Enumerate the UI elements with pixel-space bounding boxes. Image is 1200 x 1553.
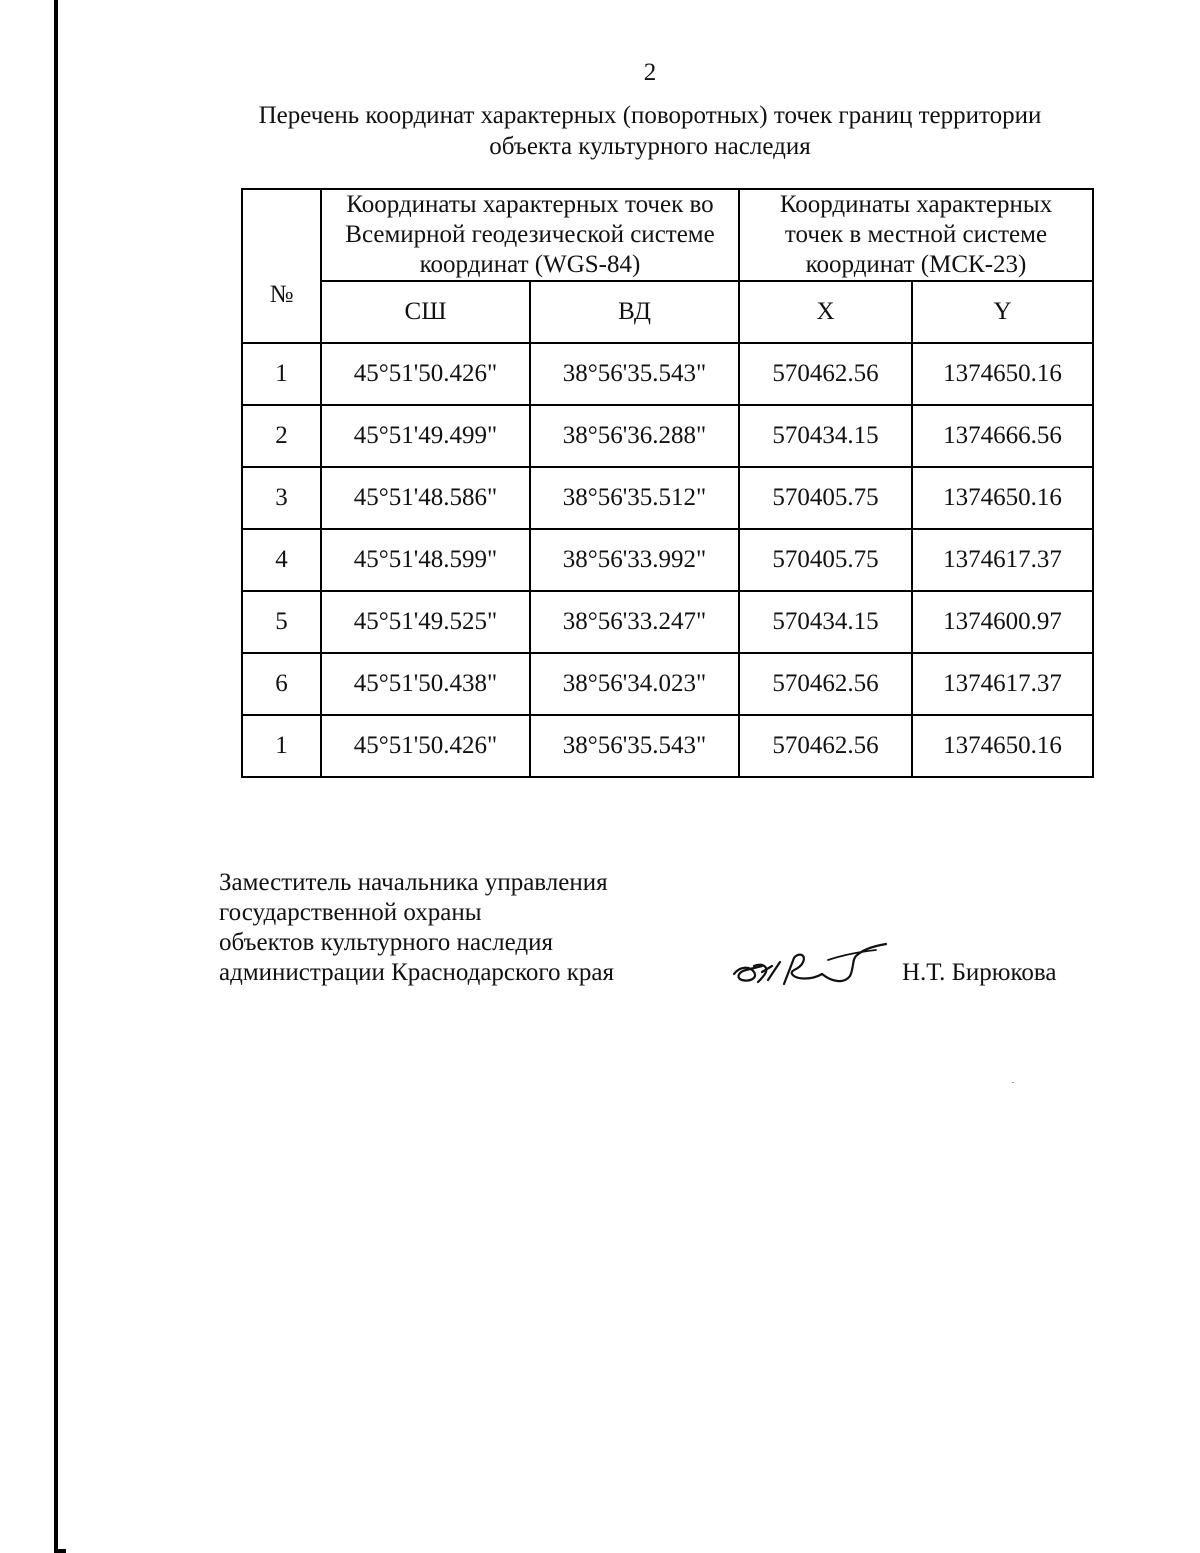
signatory-name: Н.Т. Бирюкова [902, 959, 1057, 986]
cell-y: 1374617.37 [912, 529, 1093, 591]
cell-x: 570405.75 [739, 529, 912, 591]
cell-longitude: 38°56'33.992" [530, 529, 739, 591]
table-row [242, 529, 1093, 591]
cell-number: 4 [242, 529, 321, 591]
cell-longitude: 38°56'35.543" [530, 343, 739, 405]
cell-longitude: 38°56'33.247" [530, 591, 739, 653]
scan-edge-line [54, 0, 58, 1553]
cell-y: 1374650.16 [912, 343, 1093, 405]
cell-latitude: 45°51'50.426" [321, 715, 530, 777]
table-row [242, 591, 1093, 653]
cell-number: 1 [242, 343, 321, 405]
cell-number: 2 [242, 405, 321, 467]
header-msk23-line: Координаты характерных [779, 191, 1053, 218]
cell-x: 570462.56 [739, 653, 912, 715]
header-msk23-line: точек в местной системе [784, 221, 1048, 248]
document-title-line-2: объекта культурного наследия [489, 133, 811, 160]
header-latitude: СШ [321, 281, 530, 343]
header-wgs84-line: координат (WGS-84) [419, 251, 641, 278]
table-row [242, 715, 1093, 777]
cell-number: 6 [242, 653, 321, 715]
table-header-group-row [242, 189, 1093, 281]
coordinates-table [241, 188, 1094, 778]
page-number: 2 [643, 59, 657, 86]
cell-latitude: 45°51'49.525" [321, 591, 530, 653]
cell-x: 570434.15 [739, 405, 912, 467]
cell-longitude: 38°56'36.288" [530, 405, 739, 467]
cell-number: 5 [242, 591, 321, 653]
cell-y: 1374650.16 [912, 715, 1093, 777]
cell-y: 1374666.56 [912, 405, 1093, 467]
signatory-position-line: государственной охраны [219, 899, 482, 926]
cell-y: 1374650.16 [912, 467, 1093, 529]
cell-number: 3 [242, 467, 321, 529]
cell-x: 570462.56 [739, 343, 912, 405]
signatory-position [219, 868, 614, 988]
cell-longitude: 38°56'35.512" [530, 467, 739, 529]
table-row [242, 343, 1093, 405]
table-row [242, 653, 1093, 715]
cell-x: 570462.56 [739, 715, 912, 777]
cell-latitude: 45°51'49.499" [321, 405, 530, 467]
document-title-line-1: Перечень координат характерных (поворотных) точек границ территории [258, 102, 1042, 129]
cell-y: 1374617.37 [912, 653, 1093, 715]
cell-longitude: 38°56'34.023" [530, 653, 739, 715]
cell-latitude: 45°51'50.426" [321, 343, 530, 405]
cell-x: 570405.75 [739, 467, 912, 529]
header-msk23-group [739, 189, 1093, 281]
cell-x: 570434.15 [739, 591, 912, 653]
table-row [242, 467, 1093, 529]
signatory-position-line: объектов культурного наследия [219, 929, 553, 956]
header-number: № [242, 189, 321, 343]
cell-longitude: 38°56'35.543" [530, 715, 739, 777]
table-subheader-row [242, 281, 1093, 343]
document-title [200, 100, 1100, 162]
header-y: Y [912, 281, 1093, 343]
header-wgs84-group [321, 189, 739, 281]
cell-latitude: 45°51'48.586" [321, 467, 530, 529]
header-wgs84-line: Всемирной геодезической системе [345, 221, 715, 248]
cell-latitude: 45°51'50.438" [321, 653, 530, 715]
header-msk23-line: координат (МСК-23) [805, 251, 1027, 278]
header-x: X [739, 281, 912, 343]
cell-latitude: 45°51'48.599" [321, 529, 530, 591]
cell-number: 1 [242, 715, 321, 777]
handwritten-signature [728, 936, 888, 992]
table-row [242, 405, 1093, 467]
header-wgs84-line: Координаты характерных точек во [346, 191, 714, 218]
scan-edge-foot [54, 1549, 66, 1553]
signatory-position-line: администрации Краснодарского края [219, 959, 615, 986]
header-longitude: ВД [530, 281, 739, 343]
scan-speck [1012, 1082, 1014, 1083]
signatory-position-line: Заместитель начальника управления [219, 869, 608, 896]
cell-y: 1374600.97 [912, 591, 1093, 653]
